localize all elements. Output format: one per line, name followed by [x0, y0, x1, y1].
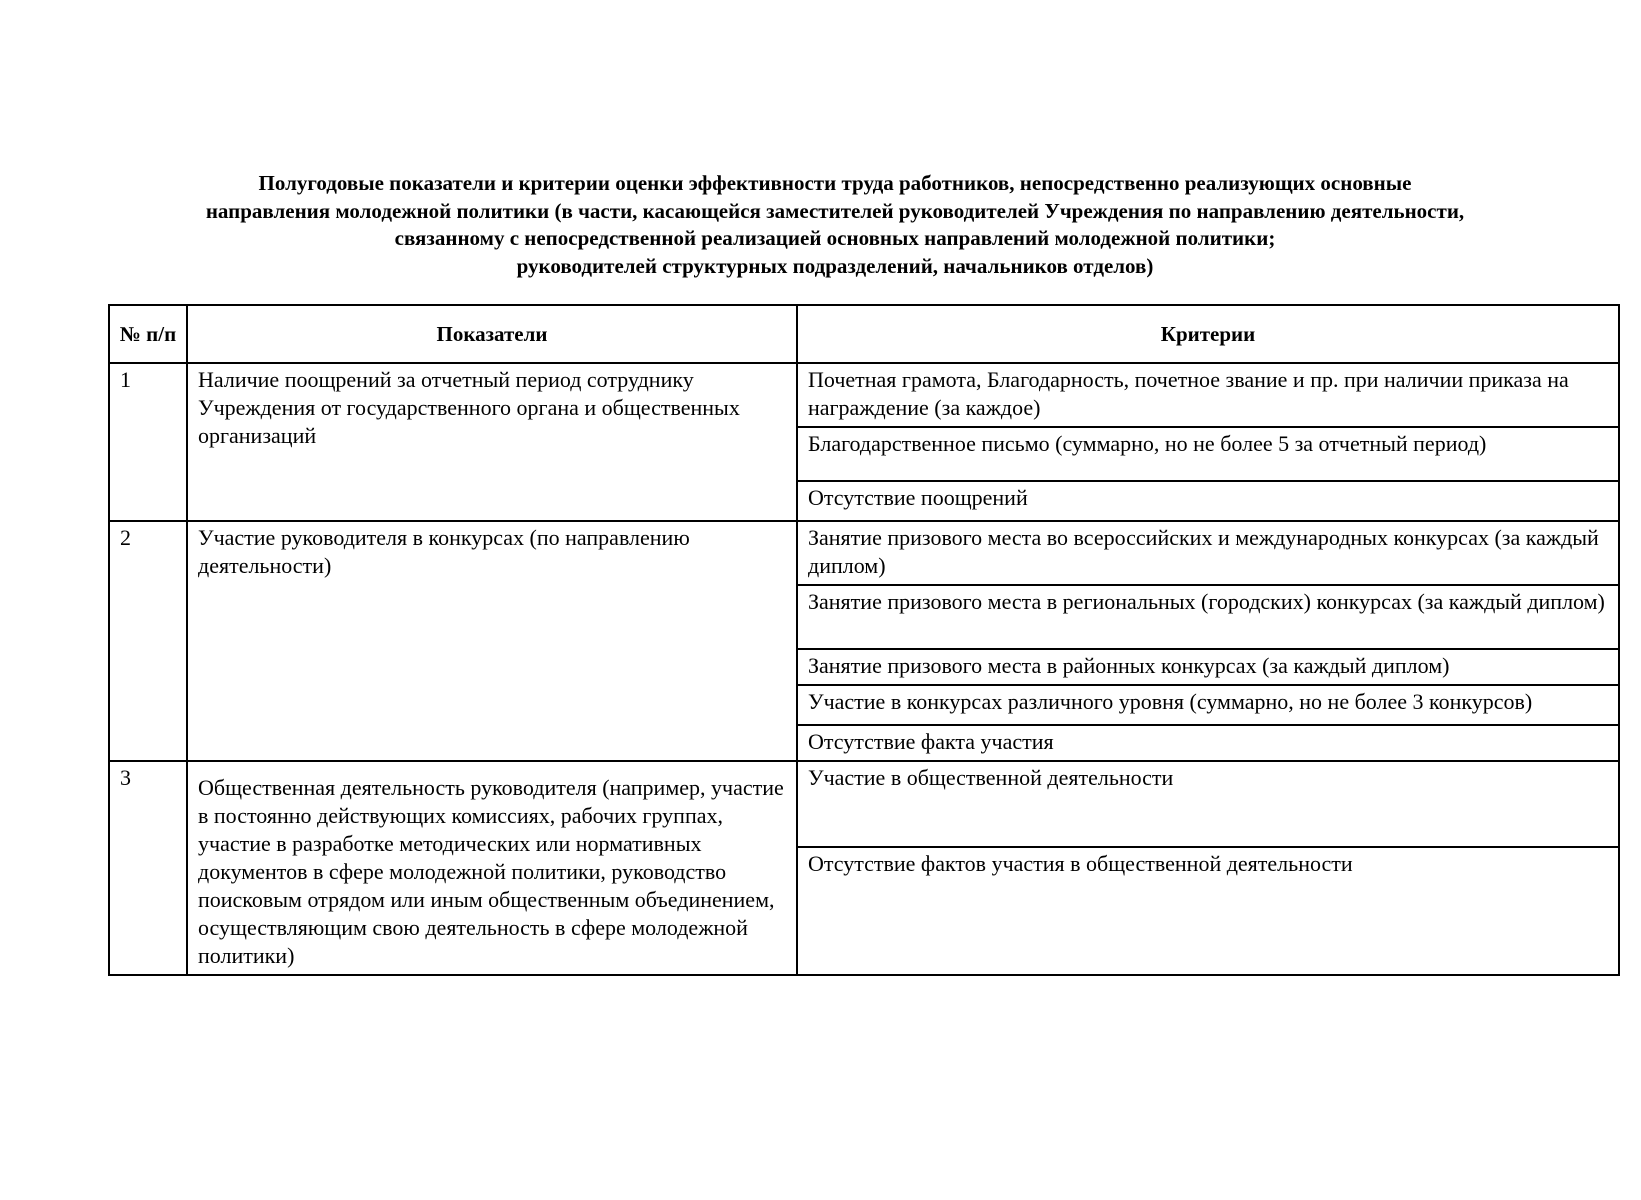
criterion-cell: Отсутствие фактов участия в общественной деятельности: [797, 847, 1619, 975]
header-num: № п/п: [109, 305, 187, 363]
criterion-cell: Почетная грамота, Благодарность, почетное звание и пр. при наличии приказа на награждение (за каждое): [797, 363, 1619, 427]
criteria-table: [108, 304, 1620, 976]
criterion-cell: Занятие призового места во всероссийских и международных конкурсах (за каждый диплом): [797, 521, 1619, 585]
header-criteria: Критерии: [797, 305, 1619, 363]
criterion-cell: Благодарственное письмо (суммарно, но не более 5 за отчетный период): [797, 427, 1619, 481]
title-line: Полугодовые показатели и критерии оценки эффективности труда работников, непосредственно реализующих основные: [258, 171, 1412, 195]
indicator-cell: Наличие поощрений за отчетный период сотруднику Учреждения от государственного органа и общественных организаций: [187, 363, 797, 521]
indicator-cell: Участие руководителя в конкурсах (по направлению деятельности): [187, 521, 797, 761]
table-row: [109, 521, 1619, 585]
criterion-cell: Отсутствие поощрений: [797, 481, 1619, 521]
criterion-cell: Занятие призового места в региональных (городских) конкурсах (за каждый диплом): [797, 585, 1619, 649]
table-header-row: [109, 305, 1619, 363]
table-row: [109, 363, 1619, 427]
title-line: направления молодежной политики (в части, касающейся заместителей руководителей Учреждения по направлению деятельности,: [205, 198, 1465, 223]
row-number: 2: [109, 521, 187, 761]
table-row: [109, 761, 1619, 847]
title-line: руководителей структурных подразделений, начальников отделов): [516, 253, 1154, 278]
row-number: 1: [109, 363, 187, 521]
criterion-cell: Участие в конкурсах различного уровня (суммарно, но не более 3 конкурсов): [797, 685, 1619, 725]
indicator-cell: Общественная деятельность руководителя (например, участие в постоянно действующих комиссиях, рабочих группах, участие в разработке методических или нормативных документов в сфере молодежной политики, руководство поисковым отрядом или иным общественным объединением, осуществляющим свою деятельность в сфере молодежной политики): [187, 761, 797, 975]
criterion-cell: Участие в общественной деятельности: [797, 761, 1619, 847]
document-title: [110, 170, 1560, 280]
header-indicators: Показатели: [187, 305, 797, 363]
title-line: связанному с непосредственной реализацией основных направлений молодежной политики;: [394, 226, 1276, 250]
row-number: 3: [109, 761, 187, 975]
criterion-cell: Отсутствие факта участия: [797, 725, 1619, 761]
criterion-cell: Занятие призового места в районных конкурсах (за каждый диплом): [797, 649, 1619, 685]
